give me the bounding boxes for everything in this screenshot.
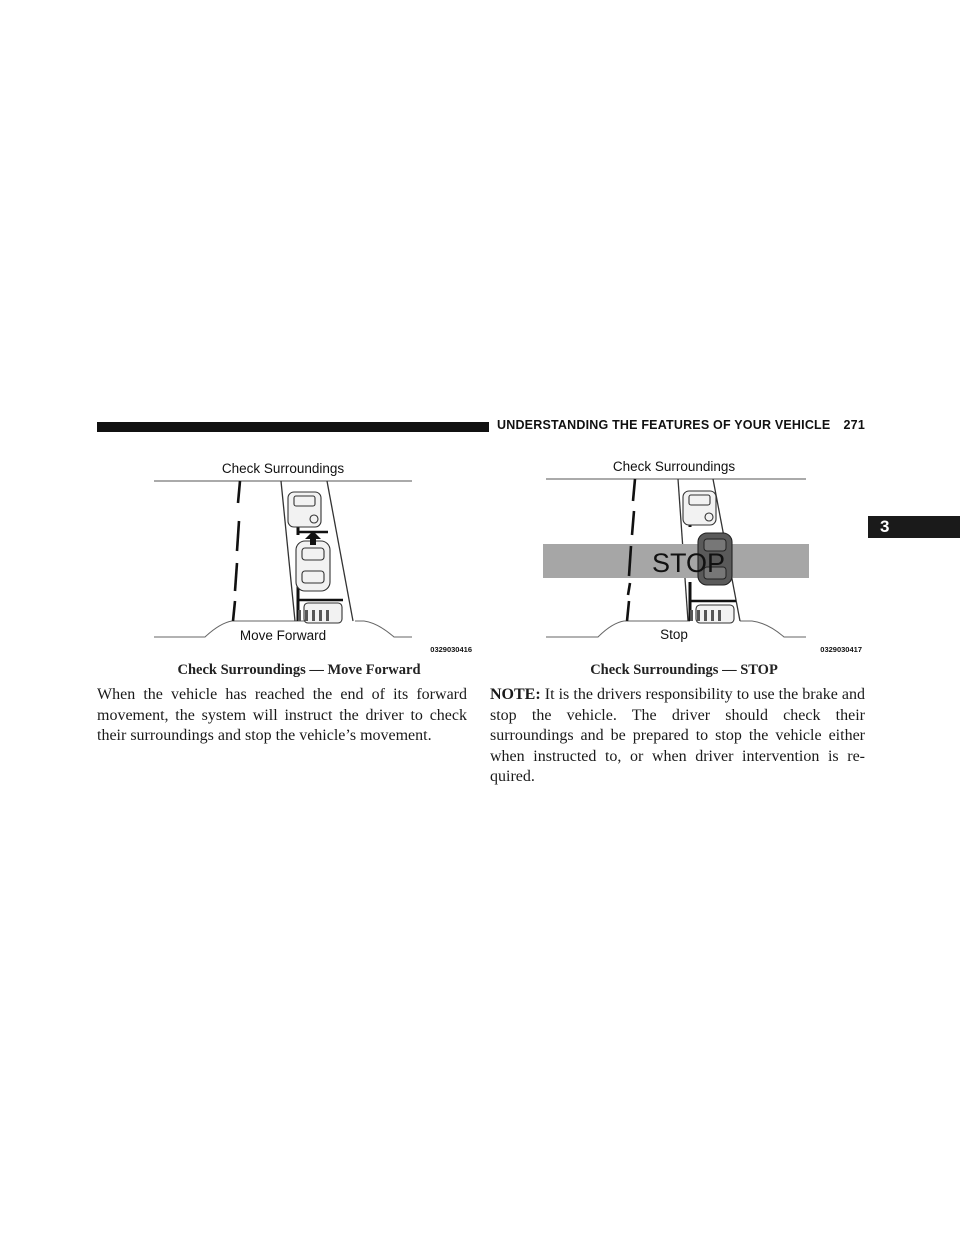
chapter-tab: [868, 516, 960, 538]
fig1-bottom-label: Move Forward: [239, 628, 327, 643]
fig2-bottom-label: Stop: [660, 627, 688, 642]
figure-stop: [540, 455, 865, 655]
note-text: It is the drivers responsibility to use the brake and stop the vehicle. The driver should check their surroundings and be prepared to stop the vehicle either when instructed to, or when driver intervention is re-quired.: [490, 686, 865, 785]
chapter-number: 3: [880, 517, 890, 536]
page-number: 271: [843, 418, 865, 432]
note-label: NOTE:: [490, 686, 541, 703]
fig2-code: 0329030417: [820, 645, 862, 654]
note-paragraph: [490, 685, 865, 788]
running-header: [497, 418, 865, 432]
section-title: UNDERSTANDING THE FEATURES OF YOUR VEHICLE: [497, 418, 831, 432]
fig1-top-label: Check Surroundings: [221, 461, 345, 476]
fig2-top-label: Check Surroundings: [612, 459, 736, 474]
figure-move-forward: [150, 455, 475, 655]
figure-caption-stop: Check Surroundings — STOP: [590, 662, 778, 678]
move-forward-illustration: [150, 455, 475, 655]
stop-illustration: [540, 455, 865, 655]
fig1-code: 0329030416: [430, 645, 472, 654]
left-paragraph: When the vehicle has reached the end of its forward movement, the system will instruct the driver to check their surroundings and stop the vehicle’s movement.: [97, 686, 467, 744]
stop-banner-text: STOP: [652, 548, 726, 578]
header-rule: [97, 422, 489, 432]
figure-caption-move-forward: Check Surroundings — Move Forward: [177, 662, 421, 678]
